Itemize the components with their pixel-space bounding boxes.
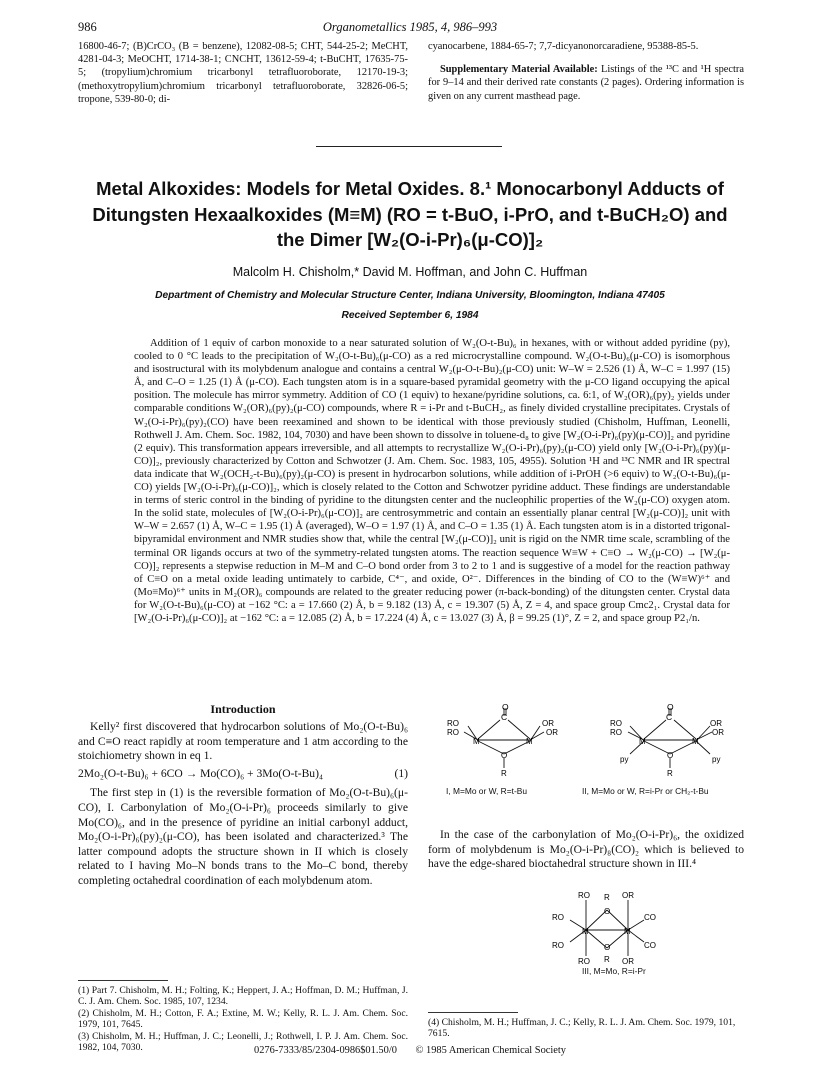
atom-label: M [639,737,646,746]
atom-label: O [501,751,508,760]
article-authors: Malcolm H. Chisholm,* David M. Hoffman, and John C. Huffman [232,265,588,279]
abstract: Addition of 1 equiv of carbon monoxide to a near saturated solution of W₂(O-t-Bu)₆ in hexanes, with or without added pyridine (py), cooled to 0 °C leads to the precipitation of W₂(O-t-Bu)₆(μ-CO) as a red microcrystalline compound. W₂(O-t-Bu)₆(μ-CO) is isomorphous and isostructural with its molybdenum analogue and contains a central W₂(μ-O-t-Bu)₂(μ-CO) unit: W–W = 2.526 (1) Å, W–C = 1.997 (15) Å, and C–O = 1.25 (1) Å (μ-CO). Each tungsten atom is in a square-based pyramidal geometry with the μ-CO ligand occupying the apical position. The molecule has mirror symmetry. Addition of CO (1 equiv) to hexane/pyridine solutions, ca. 6:1, of W₂(OR)₆(py)₂ yields under comparable conditions W₂(OR)₆(py)₂(μ-CO) compounds, where R = i-Pr and t-BuCH₂, as finely divided crystalline precipitates. Crystals of W₂(O-i-Pr)₆(py)₂(CO) have been reexamined and shown to be identical with those previously studied (Chisholm, Huffman, Leonelli, Rothwell J. Am. Chem. Soc. 1982, 104, 7030) and have been shown to dissolve in toluene-d₈ to give [W₂(O-i-Pr)₆(py)(μ-CO)]₂ and pyridine (2 equiv). This transformation appears irreversible, and all attempts to recrystallize W₂(O-i-Pr)₆(py)₂(μ-CO) yield only [W₂(O-i-Pr)₆(py)(μ-CO)]₂, previously characterized by Cotton and Schwotzer (J. Am. Chem. Soc. 1983, 105, 4955). Solution ¹H and ¹³C NMR and IR spectral data indicate that W₂(OCH₂-t-Bu)₆(py)₂(μ-CO) is present in hydrocarbon solutions, while addition of i-PrOH (>6 equiv) to W₂(O-t-Bu)₆(μ-CO) yields [W₂(O-i-Pr)₆(μ-CO)]₂, which is closely related to the Cotton and Schwotzer pyridine adduct. These findings are understandable in terms of steric control in the binding of pyridine to the ditungsten center and the nucleophilic properties of the W₂(μ-CO) oxygen atom. In the solid state, molecules of [W₂(O-i-Pr)₆(μ-CO)]₂ are centrosymmetric and contain an essentially planar central [W₂(μ-CO)]₂ unit with W–W = 2.657 (1) Å, W–C = 1.95 (1) Å (averaged), W–O = 1.97 (1) Å, and C–O = 1.35 (1) Å. Each tungsten atom is in a distorted trigonal-bipyramidal environment and NMR studies show that, while the central [W₂(μ-CO)]₂ unit is rigid on the NMR time scale, scrambling of the terminal OR ligands occurs at two of the symmetry-related tungsten atoms. The reaction sequence W≡W + C≡O → W₂(μ-CO) → [W₂(μ-CO)]₂ represents a stepwise reduction in M–M and C–O bond order from 3 to 2 to 1 and is suggestive of a model for the reaction pathway of C≡O on a metal oxide leading untimately to carbide, C⁴⁻, and oxide, O²⁻. Differences in the binding of CO to the (W≡W)⁶⁺ and (Mo≡Mo)⁶⁺ units in M₂(OR)₆ compounds are related to the greater reducing power (π-back-bonding) of the ditungsten center. Crystal data for W₂(O-t-Bu)₆(μ-CO) at −162 °C: a = 17.660 (2) Å, b = 9.182 (13) Å, c = 19.307 (5) Å, Z = 4, and space group Cmc2₁. Crystal data for [W₂(O-i-Pr)₆(μ-CO)]₂ at −162 °C: a = 12.085 (2) Å, b = 17.224 (4) Å, c = 13.027 (3) Å, β = 99.25 (1)°, Z = 2, and space group P2₁/n. [134,338,730,624]
previous-article-end [428,40,744,103]
ligand-label: RO [578,891,590,900]
structure-I-diagram [446,702,564,784]
atom-label: C [666,712,673,722]
pricing-code: 0276-7333/85/2304-0986$01.50/0 [254,1045,397,1056]
atom-label: M [582,927,589,936]
introduction-left-column [78,720,408,889]
intro-paragraph-1: Kelly² first discovered that hydrocarbon solutions of Mo₂(O-t-Bu)₆ and C≡O react rapidly at room temperature and 1 atm according to the stoichiometry shown in eq 1. [78,720,408,763]
copyright: © 1985 American Chemical Society [415,1045,566,1056]
ligand-label: OR [710,719,722,728]
atom-label: M [473,737,480,746]
ligand-label: CO [644,941,656,950]
footnote-3: (3) Chisholm, M. H.; Huffman, J. C.; Leonelli, J.; Rothwell, I. P. J. Am. Chem. Soc. 1982, 104, 7030. [78,1030,408,1054]
footnotes-left [78,985,408,1053]
structure-III-caption: III, M=Mo, R=i-Pr [582,966,646,976]
atom-label: R [501,769,507,778]
supplementary-material [428,63,744,103]
ligand-label: OR [622,891,634,900]
equation-text: 2Mo₂(O-t-Bu)₆ + 6CO → Mo(CO)₆ + 3Mo(O-t-Bu)₄ [78,766,324,780]
footnote-2: (2) Chisholm, M. H.; Cotton, F. A.; Extine, M. W.; Kelly, R. L. J. Am. Chem. Soc. 1979, 101, 7645. [78,1007,408,1031]
introduction-right-column: In the case of the carbonylation of Mo₂(O-i-Pr)₆, the oxidized form of molybdenum is Mo₂(O-i-Pr)₈(CO)₂ which is believed to have the edge-shared bioctahedral structure shown in III.⁴ [428,828,744,871]
author-affiliation: Department of Chemistry and Molecular Structure Center, Indiana University, Bloomington, Indiana 47405 [155,290,665,301]
ligand-label: CO [644,913,656,922]
atom-label: M [526,737,533,746]
footnote-4: (4) Chisholm, M. H.; Huffman, J. C.; Kelly, R. L. J. Am. Chem. Soc. 1979, 101, 7615. [428,1017,736,1040]
structure-III-diagram [546,890,670,968]
received-date: Received September 6, 1984 [341,310,479,321]
journal-citation: Organometallics 1985, 4, 986–993 [322,20,498,34]
ligand-label: RO [447,719,459,728]
atom-label: M [624,927,631,936]
ligand-label: RO [552,913,564,922]
supplementary-text: Listings of the ¹³C and ¹H spectra for 9–14 and their derived rate constants (2 pages). Ordering information is given on any current masthead page. [428,64,744,102]
ligand-label: py [712,755,721,764]
previous-article-registry-numbers: 16800-46-7; (B)CrCO₃ (B = benzene), 12082-08-5; CHT, 544-25-2; MeCHT, 4281-04-3; MeOCHT, 1714-38-1; CNCHT, 13612-59-4; t-BuCHT, 17635-75-5; (tropylium)chromium tricarbonyl tetrafluoroborate, 12170-19-3; (methoxytropylium)chromium tricarbonyl tetrafluoroborate, 32826-06-5; tropone, 539-80-0; di- [78,41,408,105]
bond-line [478,720,500,739]
ligand-label: RO [447,728,459,737]
footnote-1: (1) Part 7. Chisholm, M. H.; Folting, K.; Heppert, J. A.; Hoffman, D. M.; Huffman, J. C. J. Am. Chem. Soc. 1985, 107, 1234. [78,985,408,1008]
intro-paragraph-2: The first step in (1) is the reversible formation of Mo₂(O-t-Bu)₆(μ-CO), I. Carbonylation of Mo₂(O-i-Pr)₆ proceeds similarly to give Mo(CO)₆, and in the presence of pyridine an initial carbonyl adduct, Mo₂(O-i-Pr)₆(py)₂(μ-CO), has been isolated and characterized.³ The latter compound adopts the structure shown in II which is closely related to I having Mo–N bonds trans to the Mo–C bond, thereby completing octahedral coordination of each molybdenum atom. [78,786,408,887]
atom-label: R [604,955,610,964]
structure-I-caption: I, M=Mo or W, R=t-Bu [446,786,527,796]
atom-label: O [667,751,674,760]
ligand-label: RO [552,941,564,950]
footnote-rule-right [428,1012,518,1013]
bond-line [644,720,666,739]
atom-label: O [604,907,611,916]
equation-1 [78,767,408,782]
atom-label: R [667,769,673,778]
registry-numbers-continued: cyanocarbene, 1884-65-7; 7,7-dicyanonorcaradiene, 95388-85-5. [428,41,699,52]
atom-label: O [667,702,674,712]
introduction-heading: Introduction [210,702,276,716]
ligand-label: RO [610,728,622,737]
atom-label: C [501,712,508,722]
ligand-label: RO [610,719,622,728]
supplementary-label: Supplementary Material Available: [440,64,598,76]
ligand-label: py [620,755,629,764]
atom-label: M [692,737,699,746]
ligand-label: RO [578,957,590,966]
ligand-label: OR [622,957,634,966]
atom-label: O [604,943,611,952]
footnote-rule [78,980,168,981]
ligand-label: OR [712,728,724,737]
structure-II-caption: II, M=Mo or W, R=i-Pr or CH₂-t-Bu [582,786,709,796]
ligand-label: OR [542,719,554,728]
atom-label: R [604,893,610,902]
page-number: 986 [78,20,97,34]
running-head [78,20,742,38]
page-footer [78,1045,742,1056]
equation-number: (1) [394,766,408,780]
article-separator-rule [316,146,502,147]
structure-II-diagram [608,702,732,784]
article-title: Metal Alkoxides: Models for Metal Oxides. 8.¹ Monocarbonyl Adducts of Ditungsten Hexaalkoxides (M≡M) (RO = t-BuO, i-PrO, and t-BuCH₂O) and the Dimer [W₂(O-i-Pr)₆(μ-CO)]₂ [92,178,728,250]
ligand-label: OR [546,728,558,737]
atom-label: O [502,702,509,712]
